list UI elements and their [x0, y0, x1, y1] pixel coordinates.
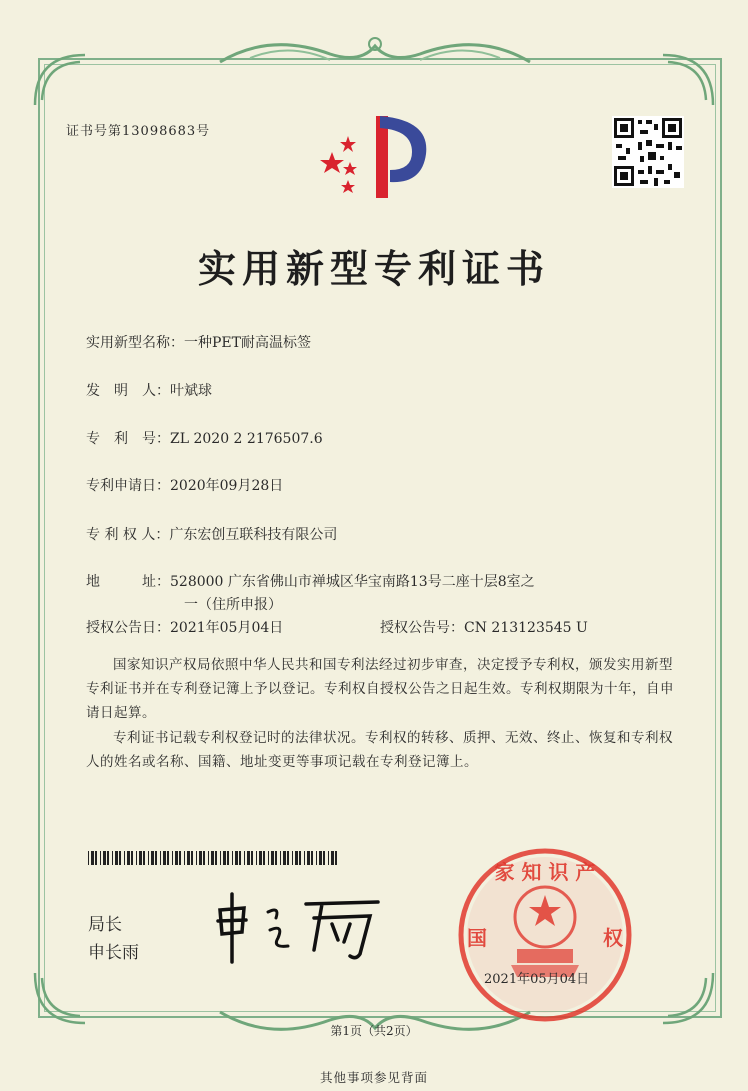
field-label: 专 利 号：: [86, 431, 170, 447]
official-seal: [455, 845, 635, 1025]
handwritten-signature: [210, 890, 390, 970]
barcode: [88, 850, 342, 864]
field-label: 专 利 权 人：: [86, 527, 170, 543]
corner-ornament-bottom-left: [30, 968, 90, 1028]
field-value: 叶斌球: [170, 383, 212, 399]
field-value: 528000 广东省佛山市禅城区华宝南路13号二座十层8室之: [170, 574, 535, 590]
field-address: [86, 571, 535, 591]
field-value: ZL 2020 2 2176507.6: [170, 431, 323, 447]
statement-paragraph-2: 专利证书记载专利权登记时的法律状况。专利权的转移、质押、无效、终止、恢复和专利权人的姓名或名称、国籍、地址变更等事项记载在专利登记簿上。: [86, 730, 673, 770]
field-value: 广东宏创互联科技有限公司: [169, 527, 338, 543]
field-label: 地 址：: [86, 574, 170, 590]
field-label: 专利申请日：: [86, 478, 170, 494]
patent-office-logo: [318, 110, 438, 202]
field-filing-date: [86, 475, 283, 495]
qr-code: [612, 116, 684, 188]
field-patentee: [86, 524, 337, 544]
signatory-name: 申长雨: [88, 943, 139, 963]
corner-ornament-bottom-right: [658, 968, 718, 1028]
page-number: 第1页（共2页）: [330, 1024, 418, 1038]
statement-paragraph-1: 国家知识产权局依照中华人民共和国专利法经过初步审查，决定授予专利权，颁发实用新型专利证书并在专利登记簿上予以登记。专利权自授权公告之日起生效。专利权期限为十年，自申请日起算。: [86, 657, 674, 721]
seal-date: 2021年05月04日: [484, 972, 590, 987]
field-value: 一种PET耐高温标签: [184, 335, 311, 351]
field-patent-number: [86, 428, 323, 448]
certificate-number: 证书号第13098683号: [66, 124, 211, 139]
top-ornament: [210, 28, 540, 74]
field-label: 授权公告日：: [86, 620, 170, 636]
svg-text:家 知 识 产: 家 知 识 产: [494, 860, 596, 884]
field-label: 实用新型名称：: [86, 335, 184, 351]
field-label: 发 明 人：: [86, 383, 170, 399]
field-address-continued: 一（住所申报）: [184, 597, 282, 613]
signatory-title: 局长: [88, 915, 122, 935]
corner-ornament-top-right: [658, 50, 718, 110]
field-utility-model-name: [86, 332, 311, 352]
corner-ornament-top-left: [30, 50, 90, 110]
field-value: 2021年05月04日: [170, 620, 284, 636]
field-value: CN 213123545 U: [464, 620, 588, 636]
field-label: 授权公告号：: [380, 620, 464, 636]
svg-text:权: 权: [603, 926, 623, 950]
certificate-title: 实用新型专利证书: [197, 246, 550, 291]
field-value: 2020年09月28日: [170, 478, 284, 494]
svg-text:国: 国: [467, 926, 487, 950]
field-grant-date: [86, 617, 283, 637]
field-inventor: [86, 380, 212, 400]
footer-note: 其他事项参见背面: [319, 1070, 428, 1085]
field-grant-number: [380, 617, 588, 637]
